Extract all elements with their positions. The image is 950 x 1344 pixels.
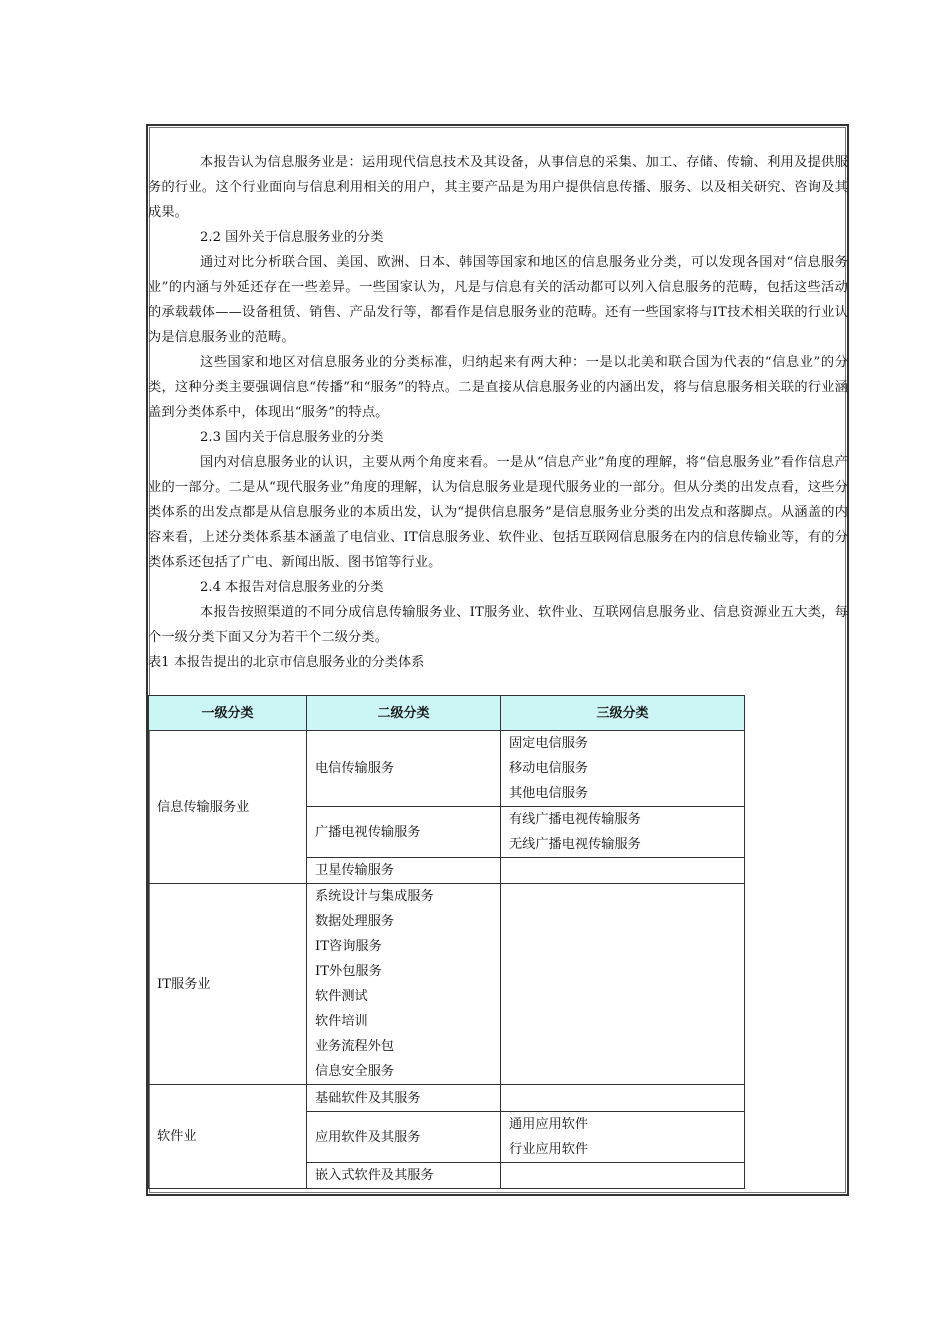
level3-item: 通用应用软件 — [509, 1117, 589, 1132]
table-row — [149, 1085, 745, 1112]
paragraph-definition: 本报告认为信息服务业是：运用现代信息技术及其设备，从事信息的采集、加工、存储、传输、利用及提供服务的行业。这个行业面向与信息利用相关的用户，其主要产品是为用户提供信息传播、服务、以及相关研究、咨询及其成果。 — [148, 155, 848, 220]
table-row — [149, 731, 745, 807]
table-caption: 表1 本报告提出的北京市信息服务业的分类体系 — [148, 655, 425, 670]
level2-item: 业务流程外包 — [315, 1039, 395, 1054]
section-heading-2-2: 2.2 国外关于信息服务业的分类 — [200, 230, 384, 245]
section-heading-2-4: 2.4 本报告对信息服务业的分类 — [200, 580, 384, 595]
table-header-row — [149, 696, 745, 731]
level3-item: 固定电信服务 — [509, 736, 589, 751]
header-level3: 三级分类 — [501, 696, 745, 731]
level1-cell: 信息传输服务业 — [149, 731, 307, 884]
section-heading-2-3: 2.3 国内关于信息服务业的分类 — [200, 430, 384, 445]
level2-item: IT咨询服务 — [315, 939, 382, 954]
level1-cell: IT服务业 — [149, 884, 307, 1085]
level2-cell: 电信传输服务 — [307, 731, 501, 807]
level1-cell: 软件业 — [149, 1085, 307, 1189]
level3-cell-empty — [501, 884, 745, 1085]
level3-cell — [501, 807, 745, 858]
paragraph-this-report: 本报告按照渠道的不同分成信息传输服务业、IT服务业、软件业、互联网信息服务业、信息资源业五大类，每个一级分类下面又分为若干个二级分类。 — [148, 605, 848, 645]
paragraph-domestic: 国内对信息服务业的认识，主要从两个角度来看。一是从“信息产业”角度的理解，将“信息服务业”看作信息产业的一部分。二是从“现代服务业”角度的理解，认为信息服务业是现代服务业的一部分。但从分类的出发点看，这些分类体系的出发点都是从信息服务业的本质出发，认为“提供信息服务”是信息服务业分类的出发点和落脚点。从涵盖的内容来看，上述分类体系基本涵盖了电信业、IT信息服务业、软件业、包括互联网信息服务在内的信息传输业等，有的分类体系还包括了广电、新闻出版、图书馆等行业。 — [148, 455, 848, 570]
level2-item: 系统设计与集成服务 — [315, 889, 434, 904]
paragraph-foreign: 通过对比分析联合国、美国、欧洲、日本、韩国等国家和地区的信息服务业分类，可以发现各国对“信息服务业”的内涵与外延还存在一些差异。一些国家认为，凡是与信息有关的活动都可以列入信息服务的范畴，包括这些活动的承载载体——设备租赁、销售、产品发行等，都看作是信息服务业的范畴。还有一些国家将与IT技术相关联的行业认为是信息服务业的范畴。 — [148, 255, 848, 345]
level2-item: IT外包服务 — [315, 964, 382, 979]
header-level1: 一级分类 — [149, 696, 307, 731]
level3-item: 行业应用软件 — [509, 1142, 589, 1157]
report-body — [148, 150, 848, 675]
level3-cell-empty — [501, 858, 745, 884]
level3-cell — [501, 731, 745, 807]
level3-item: 移动电信服务 — [509, 761, 589, 776]
level3-item: 有线广播电视传输服务 — [509, 812, 641, 827]
level2-cell: 应用软件及其服务 — [307, 1112, 501, 1163]
level2-cell: 卫星传输服务 — [307, 858, 501, 884]
level2-cell: 广播电视传输服务 — [307, 807, 501, 858]
header-level2: 二级分类 — [307, 696, 501, 731]
level3-cell — [501, 1112, 745, 1163]
level2-cell: 基础软件及其服务 — [307, 1085, 501, 1112]
level3-item: 无线广播电视传输服务 — [509, 837, 641, 852]
level2-item: 软件培训 — [315, 1014, 368, 1029]
level3-cell-empty — [501, 1163, 745, 1189]
level2-item: 软件测试 — [315, 989, 368, 1004]
level3-item: 其他电信服务 — [509, 786, 589, 801]
classification-table — [148, 695, 745, 1189]
level2-item: 数据处理服务 — [315, 914, 395, 929]
paragraph-standards: 这些国家和地区对信息服务业的分类标准，归纳起来有两大种：一是以北美和联合国为代表的“信息业”的分类，这种分类主要强调信息“传播”和“服务”的特点。二是直接从信息服务业的内涵出发，将与信息服务相关联的行业涵盖到分类体系中，体现出“服务”的特点。 — [148, 355, 848, 420]
level2-cell: 嵌入式软件及其服务 — [307, 1163, 501, 1189]
level3-cell-empty — [501, 1085, 745, 1112]
level2-item: 信息安全服务 — [315, 1064, 395, 1079]
level2-cell — [307, 884, 501, 1085]
table-row — [149, 884, 745, 1085]
